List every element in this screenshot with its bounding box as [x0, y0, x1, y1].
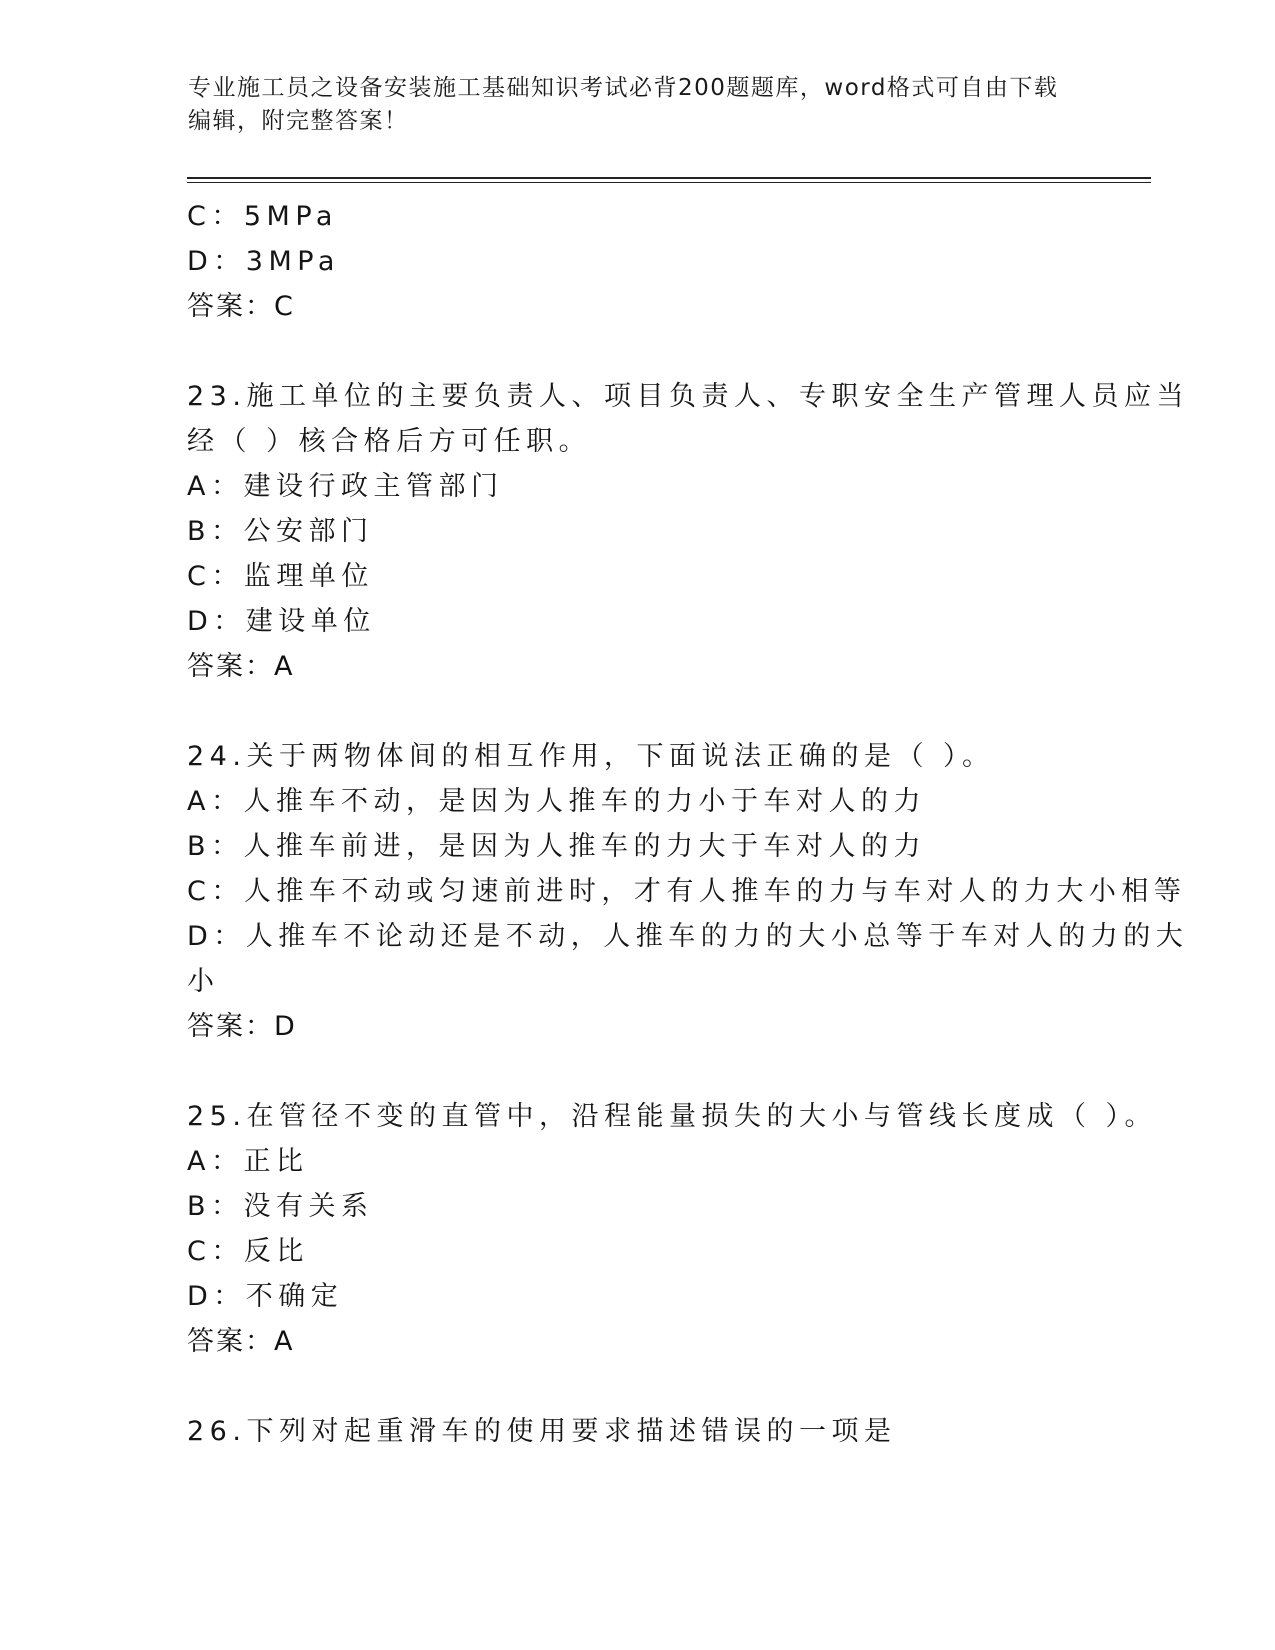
q26-stem: 26.下列对起重滑车的使用要求描述错误的一项是	[187, 1416, 897, 1447]
q23-stem-line-2: 经（ ）核合格后方可任职。	[187, 426, 592, 457]
q25-option-a: A：正比	[187, 1146, 309, 1177]
document-header	[188, 72, 1088, 138]
q24-answer: 答案：D	[187, 1011, 297, 1042]
q23-stem-line-1: 23.施工单位的主要负责人、项目负责人、专职安全生产管理人员应当	[187, 381, 1189, 412]
q23-option-d: D：建设单位	[187, 606, 376, 637]
q22-answer: 答案：C	[187, 291, 295, 322]
q24-option-a: A：人推车不动，是因为人推车的力小于车对人的力	[187, 786, 926, 817]
q23-answer: 答案：A	[187, 651, 295, 682]
header-divider-thick	[187, 177, 1151, 179]
q25-answer: 答案：A	[187, 1326, 295, 1357]
q25-option-c: C：反比	[187, 1236, 309, 1267]
q24-option-d-line-1: D：人推车不论动还是不动，人推车的力的大小总等于车对人的力的大	[187, 921, 1189, 952]
q25-stem: 25.在管径不变的直管中，沿程能量损失的大小与管线长度成（ ）。	[187, 1101, 1158, 1132]
q25-option-d: D：不确定	[187, 1281, 344, 1312]
header-title-line-1: 专业施工员之设备安装施工基础知识考试必背200题题库，word格式可自由下载	[188, 75, 1059, 101]
header-divider-thin	[187, 182, 1151, 183]
q23-option-b: B：公安部门	[187, 516, 374, 547]
q24-stem: 24.关于两物体间的相互作用，下面说法正确的是（ ）。	[187, 741, 995, 772]
q23-option-c: C：监理单位	[187, 561, 374, 592]
q25-option-b: B：没有关系	[187, 1191, 374, 1222]
q22-option-d: D：3MPa	[187, 246, 340, 277]
q22-option-c: C：5MPa	[187, 201, 338, 232]
q24-option-b: B：人推车前进，是因为人推车的力大于车对人的力	[187, 831, 927, 862]
q24-option-d-line-2: 小	[187, 966, 220, 997]
header-title-line-2: 编辑，附完整答案！	[188, 108, 409, 134]
q24-option-c: C：人推车不动或匀速前进时，才有人推车的力与车对人的力大小相等	[187, 876, 1187, 907]
q23-option-a: A：建设行政主管部门	[187, 471, 504, 502]
